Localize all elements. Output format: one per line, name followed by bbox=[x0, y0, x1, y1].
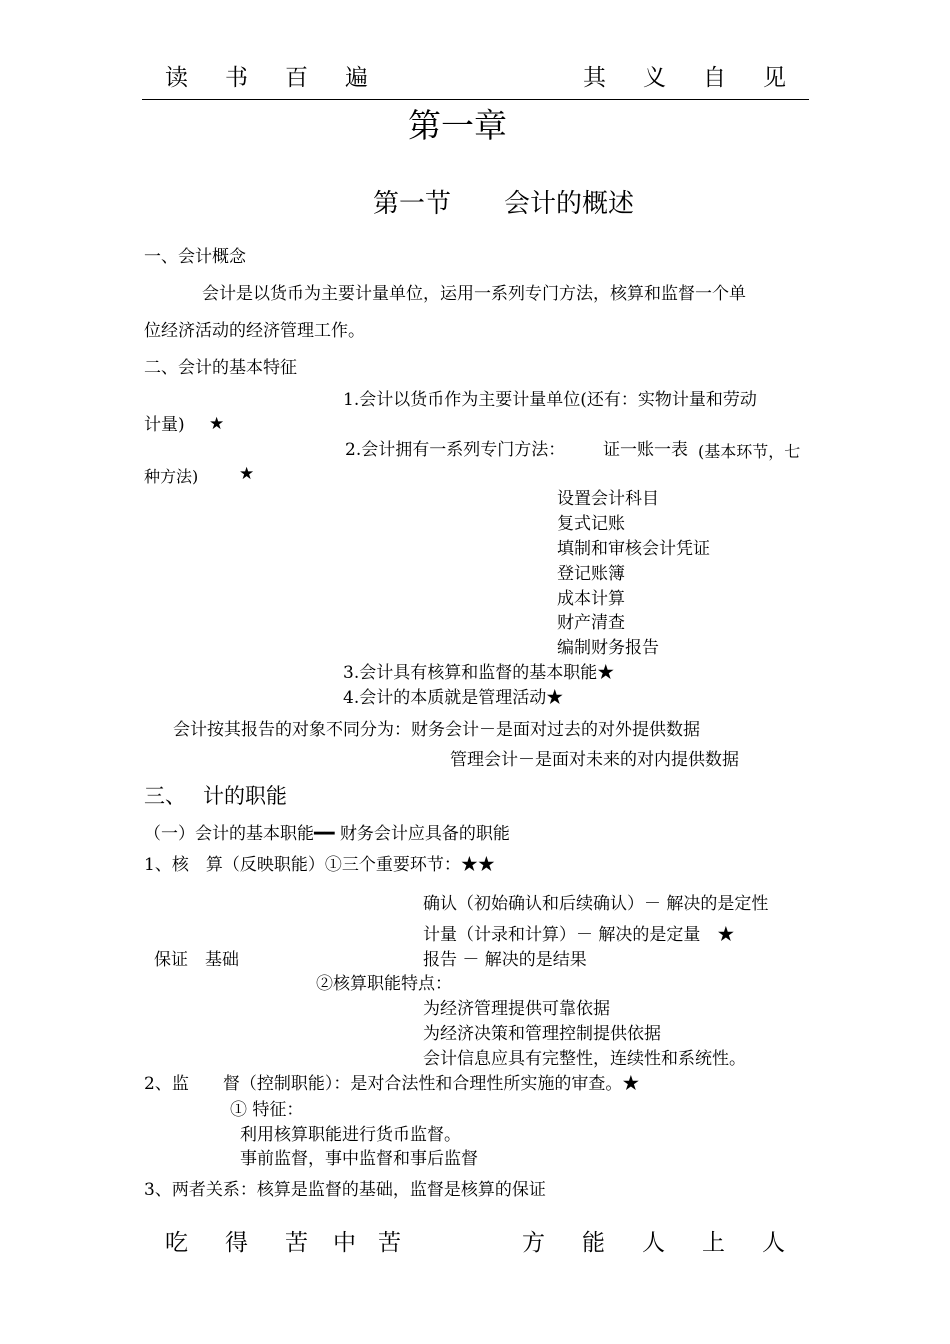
feature-1: 1.会计以货币作为主要计量单位(还有：实物计量和劳动 bbox=[343, 390, 757, 410]
section-name: 会计的概述 bbox=[504, 189, 635, 219]
paragraph-line: 位经济活动的经济管理工作。 bbox=[144, 321, 365, 341]
method-item: 设置会计科目 bbox=[557, 489, 659, 509]
method-item: 复式记账 bbox=[557, 514, 625, 534]
item-2: 2、监 督（控制职能）：是对合法性和合理性所实施的审查。★ bbox=[144, 1074, 640, 1094]
method-item: 编制财务报告 bbox=[557, 638, 659, 658]
heading-3-number: 三、 bbox=[144, 784, 186, 808]
method-item: 填制和审核会计凭证 bbox=[557, 539, 710, 559]
supervision-heading: ① 特征： bbox=[230, 1100, 304, 1120]
method-item: 成本计算 bbox=[557, 589, 625, 609]
feature-4: 4.会计的本质就是管理活动★ bbox=[343, 688, 564, 708]
link-item: 确认（初始确认和后续确认）－ 解决的是定性 bbox=[423, 894, 769, 914]
feature-item: 为经济管理提供可靠依据 bbox=[423, 999, 610, 1019]
subheading: （一）会计的基本职能━━ 财务会计应具备的职能 bbox=[144, 824, 510, 844]
header-char: 其 bbox=[583, 65, 606, 91]
header-char: 自 bbox=[703, 65, 726, 91]
supervision-item: 事前监督，事中监督和事后监督 bbox=[240, 1149, 478, 1169]
division-line: 管理会计－是面对未来的对内提供数据 bbox=[450, 750, 739, 770]
header-char: 义 bbox=[643, 65, 666, 91]
division-line: 会计按其报告的对象不同分为：财务会计－是面对过去的对外提供数据 bbox=[173, 720, 700, 740]
footer-char: 方 bbox=[522, 1230, 545, 1256]
star-icon: ★ bbox=[239, 464, 255, 484]
feature-item: 为经济决策和管理控制提供依据 bbox=[423, 1024, 661, 1044]
feature-item: 会计信息应具有完整性，连续性和系统性。 bbox=[423, 1049, 746, 1069]
section-number: 第一节 bbox=[373, 189, 452, 219]
footer-char: 吃 bbox=[165, 1230, 188, 1256]
feature-2-cont: 种方法) bbox=[144, 467, 199, 486]
item-3: 3、两者关系：核算是监督的基础，监督是核算的保证 bbox=[144, 1180, 546, 1200]
supervision-item: 利用核算职能进行货币监督。 bbox=[240, 1125, 461, 1145]
header-char: 遍 bbox=[345, 65, 368, 91]
method-item: 登记账簿 bbox=[557, 564, 625, 584]
feature-3: 3.会计具有核算和监督的基本职能★ bbox=[343, 663, 615, 683]
footer-char: 人 bbox=[762, 1230, 785, 1256]
feature-1-cont: 计量) bbox=[144, 415, 185, 435]
footer-char: 中 bbox=[333, 1230, 356, 1256]
footer-char: 人 bbox=[642, 1230, 665, 1256]
star-icon: ★ bbox=[209, 414, 225, 434]
footer-char: 得 bbox=[225, 1230, 248, 1256]
header-char: 百 bbox=[285, 65, 308, 91]
chapter-title: 第一章 bbox=[408, 106, 507, 145]
footer-char: 苦 bbox=[285, 1230, 308, 1256]
feature-2: 2.会计拥有一系列专门方法： bbox=[345, 440, 566, 460]
header-rule bbox=[142, 99, 809, 100]
side-label: 保证 基础 bbox=[154, 950, 239, 970]
method-item: 财产清查 bbox=[557, 613, 625, 633]
footer-char: 能 bbox=[582, 1230, 605, 1256]
heading-3: 计的职能 bbox=[203, 784, 287, 808]
header-char: 书 bbox=[225, 65, 248, 91]
feature-2-trail: 证一账一表 bbox=[603, 440, 688, 460]
header-char: 读 bbox=[165, 65, 188, 91]
link-item: 计量（计录和计算）－ 解决的是定量 ★ bbox=[423, 925, 735, 945]
link-item: 报告 － 解决的是结果 bbox=[423, 950, 587, 970]
footer-char: 苦 bbox=[378, 1230, 401, 1256]
feature-heading: ②核算职能特点： bbox=[316, 974, 452, 994]
feature-2-note: (基本环节，七 bbox=[698, 442, 801, 461]
heading-1: 一、会计概念 bbox=[144, 247, 246, 267]
paragraph-line: 会计是以货币为主要计量单位，运用一系列专门方法，核算和监督一个单 bbox=[202, 284, 746, 304]
item-1: 1、核 算（反映职能）①三个重要环节：★★ bbox=[144, 855, 495, 875]
footer-char: 上 bbox=[702, 1230, 725, 1256]
heading-2: 二、会计的基本特征 bbox=[144, 358, 297, 378]
header-char: 见 bbox=[763, 65, 786, 91]
